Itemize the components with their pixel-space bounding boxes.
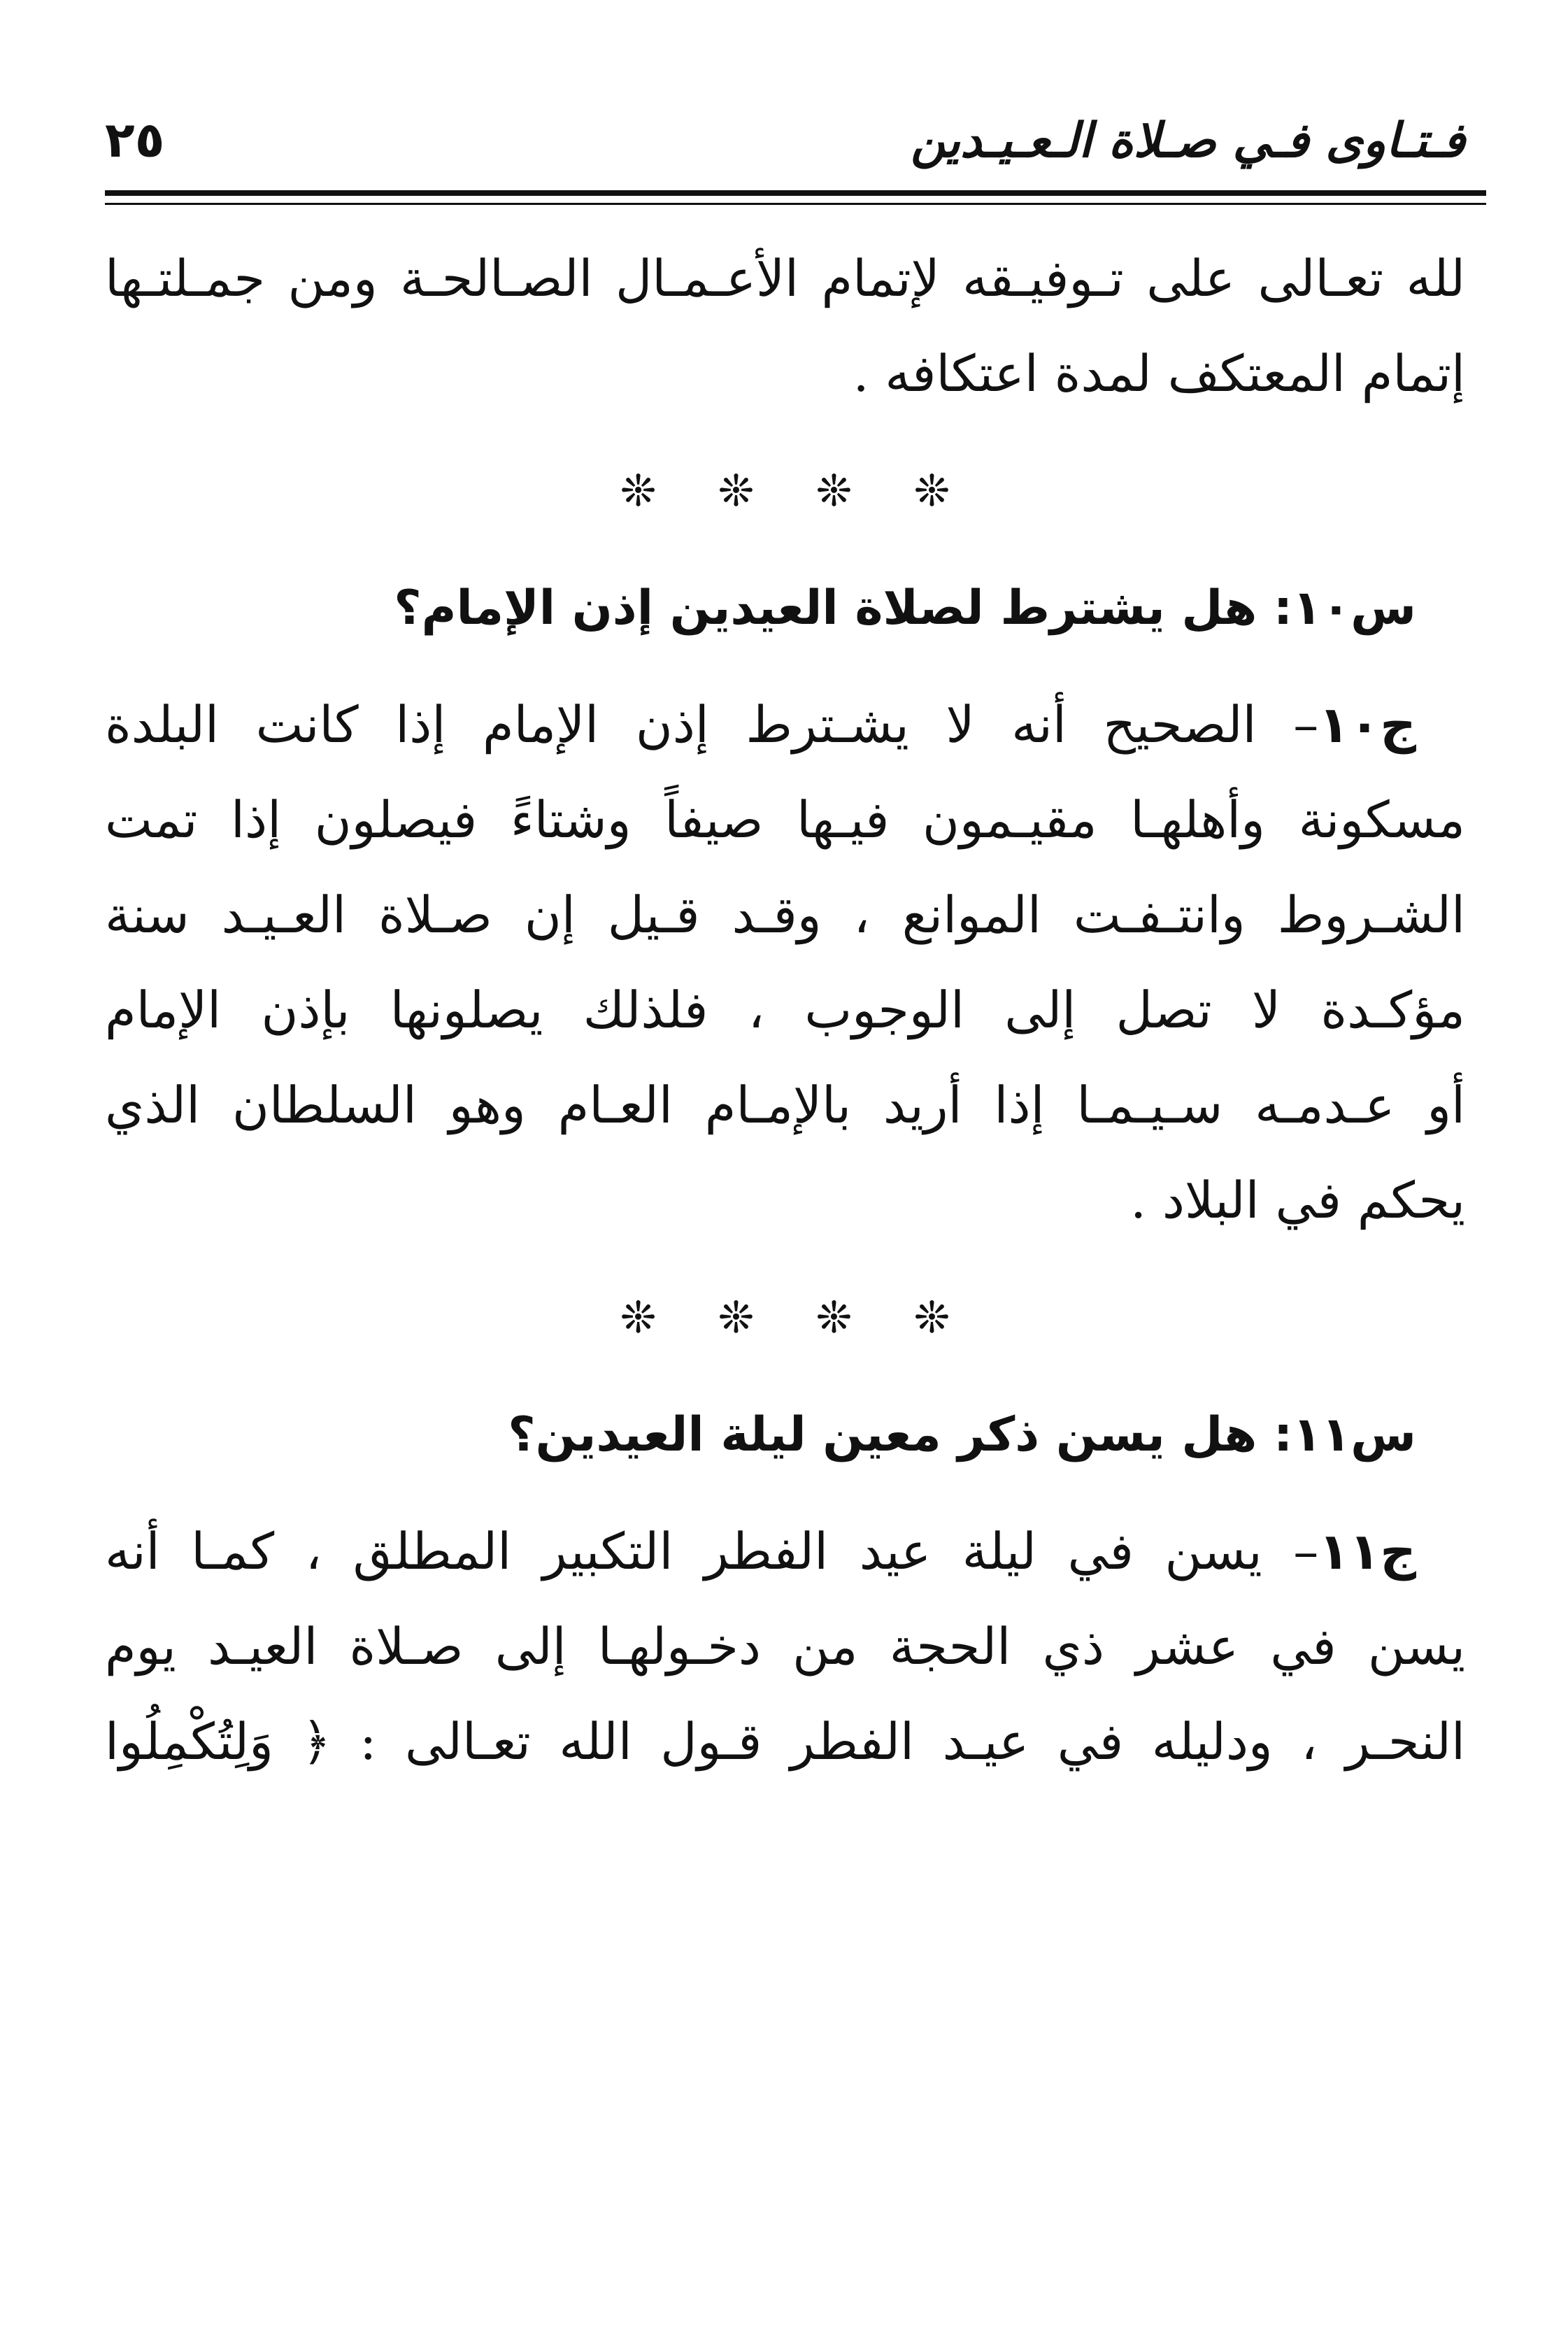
page-header <box>105 105 1465 182</box>
answer-label: ج١٠ <box>1318 695 1416 754</box>
asterism-icon: ❊ <box>620 1292 657 1343</box>
asterism-icon: ❊ <box>718 1292 755 1343</box>
answer-text: – يسن في ليلة عيد الفطر التكبير المطلق ، كمـا أنه <box>105 1522 1319 1581</box>
text-line: النحـر ، ودليله في عيـد الفطر قـول الله تعـالى : ﴿ وَلِتُكْمِلُوا <box>105 1712 1465 1771</box>
asterism-icon: ❊ <box>620 465 657 516</box>
answer-text: – الصحيح أنه لا يشـترط إذن الإمام إذا كانت البلدة <box>105 695 1319 754</box>
page-number: ٢٥ <box>105 111 165 169</box>
text-line: يحكم في البلاد . <box>1130 1171 1465 1230</box>
text-line: الشـروط وانتـفـت الموانع ، وقـد قـيل إن صـلاة العـيـد سنة <box>105 885 1465 944</box>
text-line: إتمام المعتكف لمدة اعتكافه . <box>853 344 1465 403</box>
header-rule-thin <box>105 203 1486 205</box>
asterism-icon: ❊ <box>913 1292 950 1343</box>
text-line: أو عـدمـه سـيـمـا إذا أريد بالإمـام العـام وهو السلطان الذي <box>105 1076 1465 1134</box>
asterism-icon: ❊ <box>718 465 755 516</box>
asterism-icon: ❊ <box>815 465 853 516</box>
answer-label: ج١١ <box>1318 1522 1416 1581</box>
asterism-icon: ❊ <box>815 1292 853 1343</box>
running-title: فـتـاوى فـي صـلاة الـعـيـدين <box>911 113 1465 169</box>
section-separator <box>105 421 1465 561</box>
header-rule-thick <box>105 190 1486 196</box>
text-line: مسكونة وأهلهـا مقيـمون فيـها صيفاً وشتاءً فيصلون إذا تمت <box>105 790 1465 849</box>
asterism-icon: ❊ <box>913 465 950 516</box>
question-heading: س١٠: هل يشترط لصلاة العيدين إذن الإمام؟ <box>394 581 1416 636</box>
text-line: لله تعـالى على تـوفيـقه لإتمام الأعـمـال الصـالحـة ومن جمـلتـها <box>105 249 1465 308</box>
page-body <box>105 231 1465 1789</box>
answer-first-line <box>105 1504 1465 1599</box>
text-line: مؤكـدة لا تصل إلى الوجوب ، فلذلك يصلونها بإذن الإمام <box>105 981 1465 1039</box>
text-line: يسن في عشر ذي الحجة من دخـولهـا إلى صـلاة العيـد يوم <box>105 1617 1465 1676</box>
question-heading: س١١: هل يسن ذكر معين ليلة العيدين؟ <box>508 1407 1416 1462</box>
answer-first-line <box>105 677 1465 772</box>
section-separator <box>105 1248 1465 1388</box>
